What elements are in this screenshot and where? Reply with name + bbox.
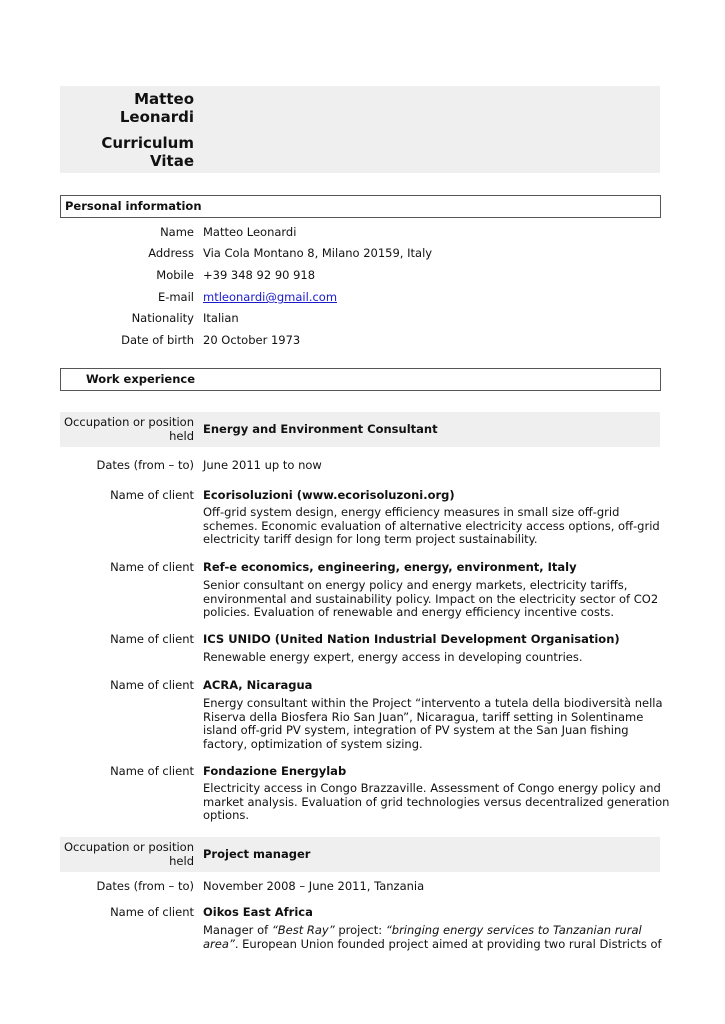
- occupation-label: Occupation or position: [64, 415, 194, 429]
- address-value: Via Cola Montano 8, Milano 20159, Italy: [203, 246, 433, 260]
- description-line: policies. Evaluation of renewable and energy efficiency incentive costs.: [203, 605, 615, 619]
- dates-value: June 2011 up to now: [203, 458, 322, 472]
- work-experience-heading: Work experience: [86, 372, 195, 386]
- client-description: [203, 506, 658, 547]
- client-name: Oikos East Africa: [203, 905, 313, 919]
- client-description: [203, 696, 663, 751]
- address-label: Address: [148, 246, 194, 260]
- client-name: Fondazione Energylab: [203, 764, 347, 778]
- date-of-birth-value: 20 October 1973: [203, 333, 301, 347]
- occupation-label: Occupation or position: [64, 840, 194, 854]
- personal-information-section: [60, 195, 661, 218]
- client-name: ICS UNIDO (United Nation Industrial Development Organisation): [203, 632, 620, 646]
- client-description: [203, 579, 658, 620]
- name-value: Matteo Leonardi: [203, 225, 297, 239]
- nationality-value: Italian: [203, 311, 239, 325]
- description-line: electricity tariff design for long term project sustainability.: [203, 532, 538, 546]
- client-label: Name of client: [110, 488, 194, 502]
- name-label: Name: [160, 225, 194, 239]
- client-label: Name of client: [110, 560, 194, 574]
- description-line: Energy consultant within the Project “intervento a tutela della biodiversità nella: [203, 696, 663, 710]
- description-line: island off-grid PV system, integration of PV system at the San Juan fishing: [203, 723, 629, 737]
- client-description: [203, 923, 662, 951]
- client-label: Name of client: [110, 632, 194, 646]
- client-name: ACRA, Nicaragua: [203, 678, 313, 692]
- cv-title-line2: Vitae: [150, 152, 194, 170]
- mobile-label: Mobile: [156, 268, 194, 282]
- email-link[interactable]: mtleonardi@gmail.com: [203, 290, 338, 304]
- dates-label: Dates (from – to): [96, 458, 194, 472]
- description-line: schemes. Economic evaluation of alternative electricity access options, off-grid: [203, 518, 660, 533]
- description-line: Manager of “Best Ray” project: “bringing energy services to Tanzanian rural: [203, 923, 642, 937]
- dates-value: November 2008 – June 2011, Tanzania: [203, 879, 425, 893]
- description-line: factory, optimization of system sizing.: [203, 736, 423, 751]
- description-line: Renewable energy expert, energy access in developing countries.: [203, 650, 583, 664]
- occupation-label-cont: held: [169, 429, 194, 443]
- description-line: Off-grid system design, energy efficiency measures in small size off-grid: [203, 505, 620, 519]
- personal-information-heading: Personal information: [65, 199, 202, 213]
- description-line: Electricity access in Congo Brazzaville. Assessment of Congo energy policy and: [203, 781, 661, 795]
- client-label: Name of client: [110, 905, 194, 919]
- cv-title-line1: Curriculum: [101, 134, 194, 152]
- client-name: Ref-e economics, engineering, energy, environment, Italy: [203, 560, 577, 574]
- client-description: [203, 781, 670, 823]
- client-name: Ecorisoluzioni (www.ecorisoluzoni.org): [203, 488, 455, 502]
- name-first: Matteo: [134, 90, 194, 108]
- client-label: Name of client: [110, 678, 194, 692]
- position-title: Project manager: [203, 847, 311, 861]
- description-line: Riserva della Biosfera Rio San Juan”, Nicaragua, tariff setting in Solentiname: [203, 709, 644, 724]
- name-last: Leonardi: [119, 108, 194, 126]
- description-line: area”. European Union founded project aimed at providing two rural Districts of: [203, 936, 662, 951]
- client-label: Name of client: [110, 764, 194, 778]
- description-line: market analysis. Evaluation of grid technologies versus decentralized generation: [203, 794, 670, 809]
- dates-label: Dates (from – to): [96, 879, 194, 893]
- mobile-value: +39 348 92 90 918: [203, 268, 316, 282]
- description-line: options.: [203, 808, 250, 822]
- nationality-label: Nationality: [131, 311, 194, 325]
- work-experience-section: [60, 368, 661, 391]
- occupation-label-cont: held: [169, 854, 194, 868]
- description-line: environmental and sustainability policy. Impact on the electricity sector of CO2: [203, 591, 659, 606]
- email-label: E-mail: [157, 290, 194, 304]
- description-line: Senior consultant on energy policy and energy markets, electricity tariffs,: [203, 578, 628, 592]
- client-description: [203, 651, 658, 665]
- position-title: Energy and Environment Consultant: [203, 422, 438, 436]
- date-of-birth-label: Date of birth: [121, 333, 194, 347]
